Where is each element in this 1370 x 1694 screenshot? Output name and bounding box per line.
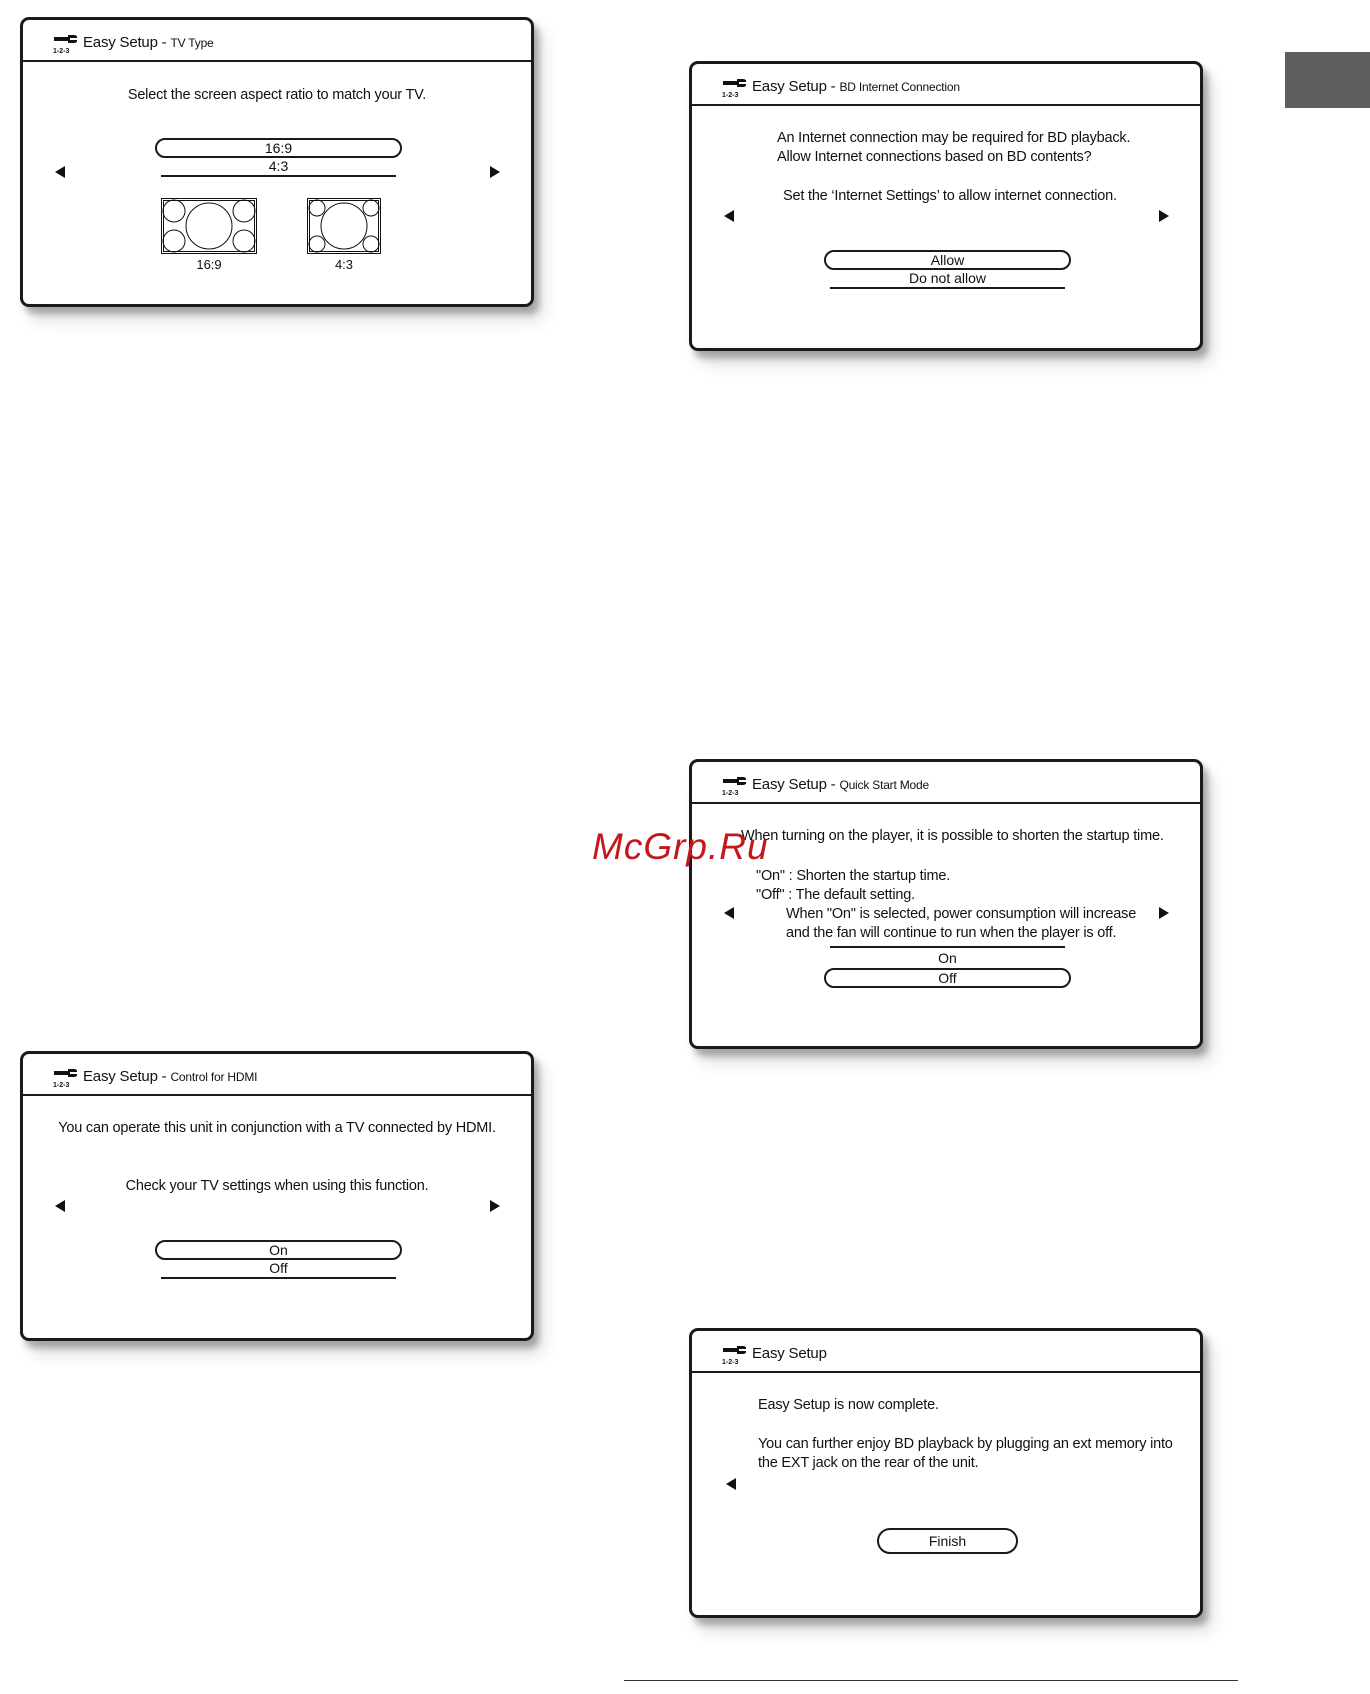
option-on[interactable]: On bbox=[155, 1240, 402, 1260]
left-arrow-icon[interactable] bbox=[55, 1200, 65, 1212]
prompt-text: Select the screen aspect ratio to match your TV. bbox=[127, 87, 427, 103]
message-line: "On" : Shorten the startup time. bbox=[756, 868, 951, 884]
dialog-title: Easy Setup - TV Type bbox=[83, 34, 214, 51]
bd-internet-dialog bbox=[689, 61, 1203, 351]
option-off[interactable]: Off bbox=[824, 968, 1071, 988]
message-line: You can operate this unit in conjunction with a TV connected by HDMI. bbox=[58, 1120, 496, 1136]
right-arrow-icon[interactable] bbox=[1159, 907, 1169, 919]
message-line: When turning on the player, it is possible to shorten the startup time. bbox=[741, 828, 1164, 844]
message-line: Check your TV settings when using this function. bbox=[125, 1178, 429, 1194]
easy-setup-icon bbox=[722, 776, 746, 796]
message-line: and the fan will continue to run when the player is off. bbox=[786, 925, 1117, 941]
option-do-not-allow[interactable]: Do not allow bbox=[830, 270, 1065, 289]
dialog-title: Easy Setup - Control for HDMI bbox=[83, 1068, 258, 1085]
option-off[interactable]: Off bbox=[161, 1260, 396, 1279]
dialog-header bbox=[692, 64, 1200, 106]
message-line: the EXT jack on the rear of the unit. bbox=[758, 1455, 979, 1471]
left-arrow-icon[interactable] bbox=[724, 907, 734, 919]
watermark-text: McGrp.Ru bbox=[592, 826, 769, 867]
left-arrow-icon[interactable] bbox=[55, 166, 65, 178]
quick-start-dialog bbox=[689, 759, 1203, 1049]
message-line: When "On" is selected, power consumption will increase bbox=[786, 906, 1137, 922]
svg-text:1-2-3: 1-2-3 bbox=[53, 48, 70, 54]
message-line: Easy Setup is now complete. bbox=[758, 1397, 939, 1413]
message-line: Set the ‘Internet Settings’ to allow internet connection. bbox=[783, 188, 1117, 204]
easy-setup-icon bbox=[53, 1068, 77, 1088]
easy-setup-icon bbox=[722, 78, 746, 98]
dialog-header bbox=[692, 1331, 1200, 1373]
image-label-4-3: 4:3 bbox=[334, 257, 354, 272]
option-16-9[interactable]: 16:9 bbox=[155, 138, 402, 158]
option-4-3[interactable]: 4:3 bbox=[161, 158, 396, 177]
dialog-title: Easy Setup - BD Internet Connection bbox=[752, 78, 960, 95]
right-arrow-icon[interactable] bbox=[1159, 210, 1169, 222]
message-line: You can further enjoy BD playback by plugging an ext memory into bbox=[758, 1436, 1173, 1452]
message-line: "Off" : The default setting. bbox=[756, 887, 915, 903]
section-tab-marker bbox=[1285, 52, 1370, 108]
easy-setup-icon bbox=[53, 34, 77, 54]
svg-text:1-2-3: 1-2-3 bbox=[722, 1359, 739, 1365]
message-line: An Internet connection may be required for BD playback. bbox=[777, 130, 1131, 146]
right-arrow-icon[interactable] bbox=[490, 166, 500, 178]
option-allow[interactable]: Allow bbox=[824, 250, 1071, 270]
tv-type-dialog bbox=[20, 17, 534, 307]
image-label-16-9: 16:9 bbox=[196, 257, 222, 272]
svg-text:1-2-3: 1-2-3 bbox=[722, 790, 739, 796]
dialog-title: Easy Setup - Quick Start Mode bbox=[752, 776, 929, 793]
left-arrow-icon[interactable] bbox=[724, 210, 734, 222]
message-line: Allow Internet connections based on BD contents? bbox=[777, 149, 1092, 165]
widescreen-16-9-illustration bbox=[161, 198, 257, 254]
svg-text:1-2-3: 1-2-3 bbox=[722, 92, 739, 98]
setup-complete-dialog bbox=[689, 1328, 1203, 1618]
finish-button[interactable]: Finish bbox=[877, 1528, 1018, 1554]
hdmi-control-dialog bbox=[20, 1051, 534, 1341]
footer-divider bbox=[624, 1680, 1238, 1681]
dialog-title: Easy Setup bbox=[752, 1345, 827, 1362]
dialog-header bbox=[23, 20, 531, 62]
option-on[interactable]: On bbox=[830, 946, 1065, 968]
left-arrow-icon[interactable] bbox=[726, 1478, 736, 1490]
dialog-header bbox=[692, 762, 1200, 804]
standard-4-3-illustration bbox=[307, 198, 381, 254]
right-arrow-icon[interactable] bbox=[490, 1200, 500, 1212]
easy-setup-icon bbox=[722, 1345, 746, 1365]
dialog-header bbox=[23, 1054, 531, 1096]
svg-text:1-2-3: 1-2-3 bbox=[53, 1082, 70, 1088]
